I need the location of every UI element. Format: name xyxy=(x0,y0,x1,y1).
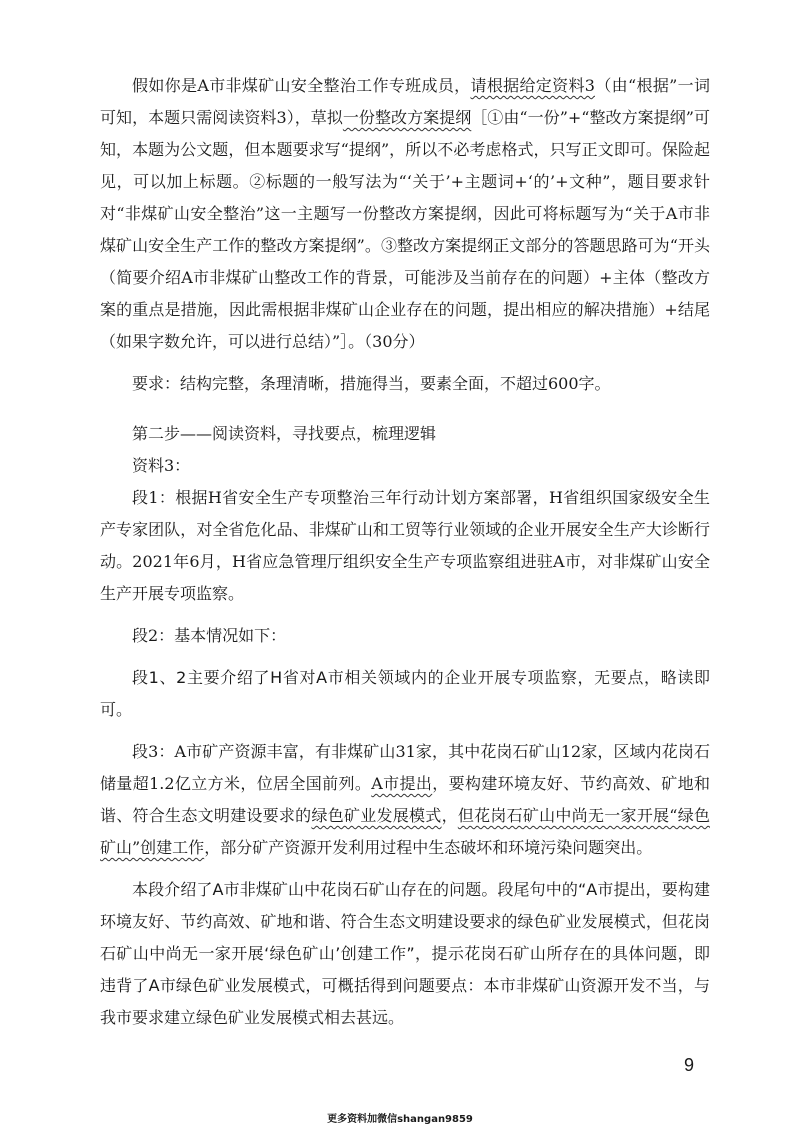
page-number: 9 xyxy=(683,1055,694,1075)
underlined-phrase: 一份整改方案提纲 xyxy=(342,108,472,127)
paragraph-text: 段3：A市矿产资源丰富，有非煤矿山31家，其中花岗石矿山12家，区域内花岗石储量超1.2亿立方米，位居全国前列。 xyxy=(100,742,710,793)
material-paragraph-3 xyxy=(100,736,710,864)
question-intro xyxy=(100,70,710,358)
intro-text: （由“根据”一词可知，本题只需阅读资料3），草拟 xyxy=(100,76,710,127)
material-label: 资料3： xyxy=(132,456,191,475)
underlined-phrase: A市提出 xyxy=(371,774,433,793)
paragraph-text: ，要构建环境友好、节约高效、矿地和谐、符合生态文明建设要求的 xyxy=(100,774,710,825)
underlined-phrase: 绿色矿业发展模式 xyxy=(311,806,442,825)
analysis-paragraph: 本段介绍了A市非煤矿山中花岗石矿山存在的问题。段尾句中的“A市提出，要构建环境友好、节约高效、矿地和谐、符合生态文明建设要求的绿色矿业发展模式，但花岗石矿山中尚无一家开展‘绿色矿山’创建工作”，提示花岗石矿山所存在的具体问题，即违背了A市绿色矿业发展模式，可概括得到问题要点：本市非煤矿山资源开发不当，与我市要求建立绿色矿业发展模式相去甚远。 xyxy=(100,880,710,1027)
analysis-note: 段1、2主要介绍了H省对A市相关领域内的企业开展专项监察，无要点，略读即可。 xyxy=(100,668,710,719)
footer-note: 更多资料加微信shangan9859 xyxy=(327,1114,473,1125)
requirements: 要求：结构完整，条理清晰，措施得当，要素全面，不超过600字。 xyxy=(132,374,611,393)
paragraph-text: ， xyxy=(441,806,458,825)
step-heading: 第二步——阅读资料，寻找要点，梳理逻辑 xyxy=(132,424,437,443)
material-paragraph-1: 段1：根据H省安全生产专项整治三年行动计划方案部署，H省组织国家级安全生产专家团队，对全省危化品、非煤矿山和工贸等行业领域的企业开展安全生产大诊断行动。2021年6月，H省应急管理厅组织安全生产专项监察组进驻A市，对非煤矿山安全生产开展专项监察。 xyxy=(100,488,710,603)
material-paragraph-2: 段2：基本情况如下： xyxy=(132,626,287,645)
paragraph-text: ，部分矿产资源开发利用过程中生态破坏和环境污染问题突出。 xyxy=(204,838,653,857)
page-content xyxy=(100,70,710,1034)
underlined-phrase: 但花岗石矿山中尚无一家开展“绿色矿山”创建工作 xyxy=(100,806,710,857)
intro-text: ［①由“一份”+“整改方案提纲”可知，本题为公文题，但本题要求写“提纲”，所以不必考虑格式，只写正文即可。保险起见，可以加上标题。②标题的一般写法为“‘关于’+主题词+‘的’+文种”，题目要求针对“非煤矿山安全整治”这一主题写一份整改方案提纲，因此可将标题写为“关于A市非煤矿山安全生产工作的整改方案提纲”。③整改方案提纲正文部分的答题思路可为“开头（简要介绍A市非煤矿山整改工作的背景，可能涉及当前存在的问题）+主体（整改方案的重点是措施，因此需根据非煤矿山企业存在的问题，提出相应的解决措施）+结尾（如果字数允许，可以进行总结）”］。（30分） xyxy=(100,108,710,351)
underlined-phrase: 请根据给定资料3 xyxy=(470,76,595,95)
intro-text: 假如你是A市非煤矿山安全整治工作专班成员， xyxy=(132,76,471,95)
